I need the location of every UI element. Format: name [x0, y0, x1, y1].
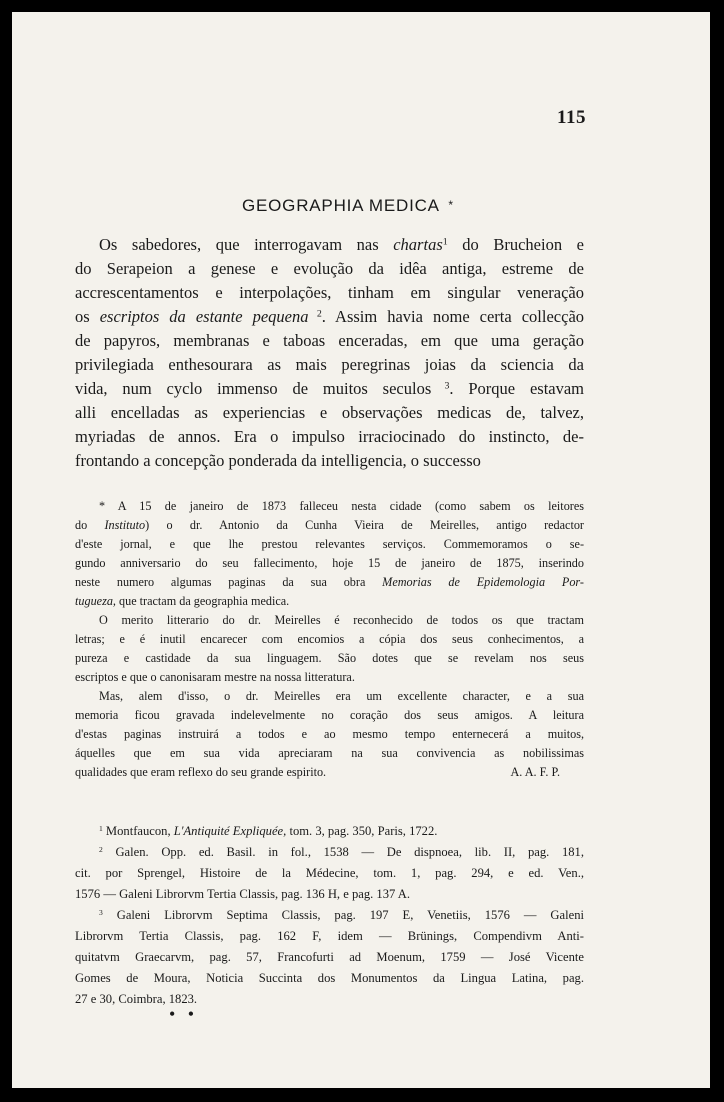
- footnote-line: $^1$ Montfaucon, L'Antiquité Expliquée, tom. 3, pag. 350, Paris, 1722.: [99, 823, 438, 838]
- note-line: d'estas paginas instruirá a todos e ao mesmo tempo enternecerá a muitos,: [75, 727, 584, 741]
- note-line: neste numero algumas paginas da sua obra Memorias de Epidemologia Por-: [75, 575, 584, 589]
- note-line: tugueza, que tractam da geographia medica.: [75, 594, 290, 608]
- note-line: Mas, alem d'isso, o dr. Meirelles era um excellente character, e a sua: [99, 689, 584, 703]
- trailing-mark: • •: [169, 1004, 199, 1024]
- note-line: pureza e castidade da sua linguagem. São dotes que se revelam nos seus: [75, 651, 584, 665]
- text-line: do Serapeion a genese e evolução da idêa antiga, estreme de: [75, 259, 584, 278]
- article-title: [242, 196, 454, 216]
- note-line: do Instituto) o dr. Antonio da Cunha Vieira de Meirelles, antigo redactor: [75, 518, 584, 532]
- footnote-line: $^3$ Galeni Librorvm Septima Classis, pag. 197 E, Venetiis, 1576 — Galeni: [99, 907, 584, 922]
- text-line: alli encelladas as experiencias e observações medicas de, talvez,: [75, 403, 584, 422]
- footnote-line: Librorvm Tertia Classis, pag. 162 F, idem — Brünings, Compendivm Anti-: [75, 929, 584, 943]
- text-line: de papyros, membranas e taboas enceradas, em que uma geração: [75, 331, 584, 350]
- page-number: 115: [557, 107, 586, 128]
- text-line: privilegiada enthesourara as mais peregrinas joias da sciencia da: [75, 355, 584, 374]
- footnote-line: Gomes de Moura, Noticia Succinta dos Monumentos da Lingua Latina, pag.: [75, 971, 584, 985]
- note-line: d'este jornal, e que lhe prestou relevantes serviços. Commemoramos o se-: [75, 537, 584, 551]
- note-line: áquelles que em sua vida apreciaram na sua convivencia as nobilissimas: [75, 746, 584, 760]
- note-line: * A 15 de janeiro de 1873 falleceu nesta cidade (como sabem os leitores: [99, 499, 584, 513]
- book-page: [12, 12, 710, 1088]
- text-line: vida, num cyclo immenso de muitos seculos $^3$. Porque estavam: [75, 379, 585, 398]
- note-line: memoria ficou gravada indelevelmente no coração dos seus amigos. A leitura: [75, 708, 584, 722]
- note-line: O merito litterario do dr. Meirelles é reconhecido de todos os que tractam: [99, 613, 584, 627]
- note-line: escriptos e que o canonisaram mestre na nossa litteratura.: [75, 670, 355, 684]
- text-line: myriadas de annos. Era o impulso irraciocinado do instincto, de-: [75, 427, 584, 446]
- footnote-line: cit. por Sprengel, Histoire de la Médecine, tom. 1, pag. 294, e ed. Ven.,: [75, 866, 584, 880]
- text-line: accrescentamentos e interpolações, tinham em singular veneração: [75, 283, 584, 302]
- footnote-line: $^2$ Galen. Opp. ed. Basil. in fol., 1538 — De dispnoea, lib. II, pag. 181,: [99, 844, 584, 859]
- footnote-line: 27 e 30, Coimbra, 1823.: [75, 992, 198, 1006]
- footnote-line: 1576 — Galeni Librorvm Tertia Classis, pag. 136 H, e pag. 137 A.: [75, 887, 411, 901]
- title-footnote-mark: *: [448, 198, 454, 212]
- note-line: qualidades que eram reflexo do seu grande espirito. A. A. F. P.: [75, 763, 584, 782]
- text-line: Os sabedores, que interrogavam nas chartas$^1$ do Brucheion e: [99, 235, 584, 254]
- note-line: gundo anniversario do seu fallecimento, hoje 15 de janeiro de 1875, inserindo: [75, 556, 584, 570]
- text-line: os escriptos da estante pequena $^2$. Assim havia nome certa collecção: [75, 307, 585, 326]
- text-line: frontando a concepção ponderada da intelligencia, o successo: [75, 451, 481, 470]
- footnote-line: quitatvm Graecarvm, pag. 57, Francofurti ad Moenum, 1759 — José Vicente: [75, 950, 584, 964]
- article-title-text: GEOGRAPHIA MEDICA: [242, 196, 439, 215]
- note-signature: A. A. F. P.: [510, 765, 560, 779]
- note-line: letras; e é inutil encarecer com encomios a cópia dos seus conhecimentos, a: [75, 632, 584, 646]
